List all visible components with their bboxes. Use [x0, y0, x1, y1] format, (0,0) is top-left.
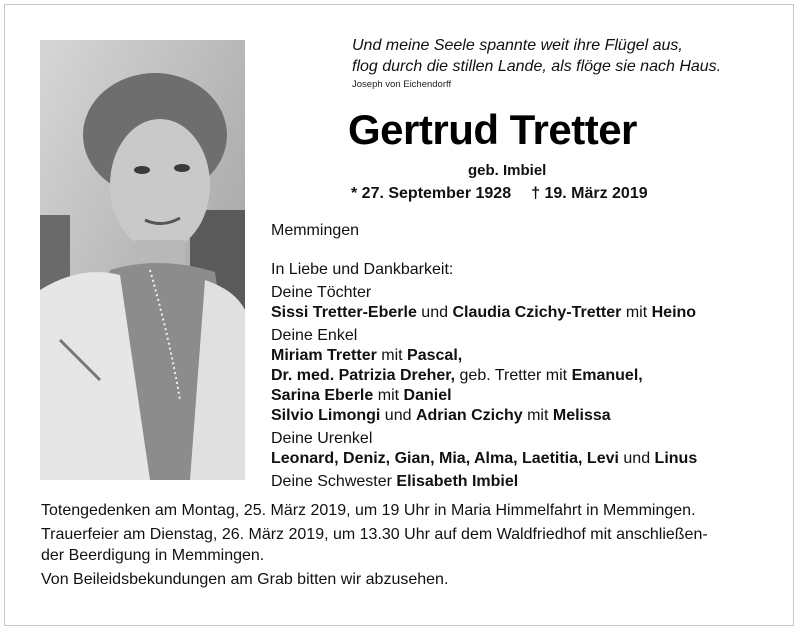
partner-name: Emanuel, [571, 367, 643, 384]
note: geb. Tretter mit [459, 367, 568, 384]
funeral-line-1: Trauerfeier am Dienstag, 26. März 2019, um 13.30 Uhr auf dem Waldfriedhof mit anschließen- [41, 526, 708, 543]
birth-date: * 27. September 1928 [351, 185, 512, 202]
grandchild-line [271, 366, 771, 386]
quote [352, 35, 772, 77]
family-list [271, 260, 771, 492]
great-grandchild-name: Linus [654, 450, 698, 467]
grandchild-name: Miriam Tretter [271, 347, 377, 364]
funeral-notice [41, 524, 781, 566]
grandchild-line [271, 386, 771, 406]
daughters-line [271, 303, 771, 323]
grandchild-name: Silvio Limongi [271, 407, 381, 424]
grandchild-name: Sarina Eberle [271, 387, 374, 404]
quote-author: Joseph von Eichendorff [352, 79, 452, 90]
daughter-name: Claudia Czichy-Tretter [452, 304, 622, 321]
grandchild-line [271, 346, 771, 366]
sister-line [271, 472, 771, 492]
partner-name: Pascal, [407, 347, 463, 364]
quote-line-2: flog durch die stillen Lande, als flöge sie nach Haus. [352, 58, 722, 75]
maiden-name: geb. Imbiel [468, 162, 547, 179]
grandchild-name: Dr. med. Patrizia Dreher, [271, 367, 456, 384]
daughter-name: Sissi Tretter-Eberle [271, 304, 417, 321]
family-intro: In Liebe und Dankbarkeit: [271, 261, 454, 278]
great-grandchildren-names: Leonard, Deniz, Gian, Mia, Alma, Laetitia, Levi [271, 450, 619, 467]
conjunction: und [384, 407, 412, 424]
funeral-line-2: der Beerdigung in Memmingen. [41, 547, 265, 564]
sister-name: Elisabeth Imbiel [396, 473, 519, 490]
conjunction: mit [625, 304, 648, 321]
conjunction: mit [377, 387, 400, 404]
conjunction: und [421, 304, 448, 321]
sister-label: Deine Schwester [271, 473, 392, 490]
conjunction: mit [381, 347, 403, 364]
deceased-name: Gertrud Tretter [348, 106, 637, 153]
life-dates [351, 185, 648, 203]
partner-name: Daniel [403, 387, 452, 404]
grandchild-line [271, 406, 771, 426]
grandchild-name: Adrian Czichy [415, 407, 523, 424]
great-grandchildren-line [271, 449, 771, 469]
conjunction: mit [527, 407, 549, 424]
grandchildren-label: Deine Enkel [271, 327, 358, 344]
death-date: † 19. März 2019 [531, 185, 648, 202]
town: Memmingen [271, 222, 360, 239]
memorial-notice: Totengedenken am Montag, 25. März 2019, um 19 Uhr in Maria Himmelfahrt in Memmingen. [41, 502, 696, 519]
partner-name: Melissa [552, 407, 611, 424]
quote-line-1: Und meine Seele spannte weit ihre Flügel aus, [352, 37, 683, 54]
great-grandchildren-label: Deine Urenkel [271, 430, 373, 447]
service-info [41, 500, 781, 593]
partner-name: Heino [651, 304, 697, 321]
daughters-label: Deine Töchter [271, 284, 372, 301]
condolence-notice: Von Beileidsbekundungen am Grab bitten wir abzusehen. [41, 571, 449, 588]
conjunction: und [623, 450, 651, 467]
portrait-photo [40, 40, 245, 480]
portrait-illustration [40, 40, 245, 480]
